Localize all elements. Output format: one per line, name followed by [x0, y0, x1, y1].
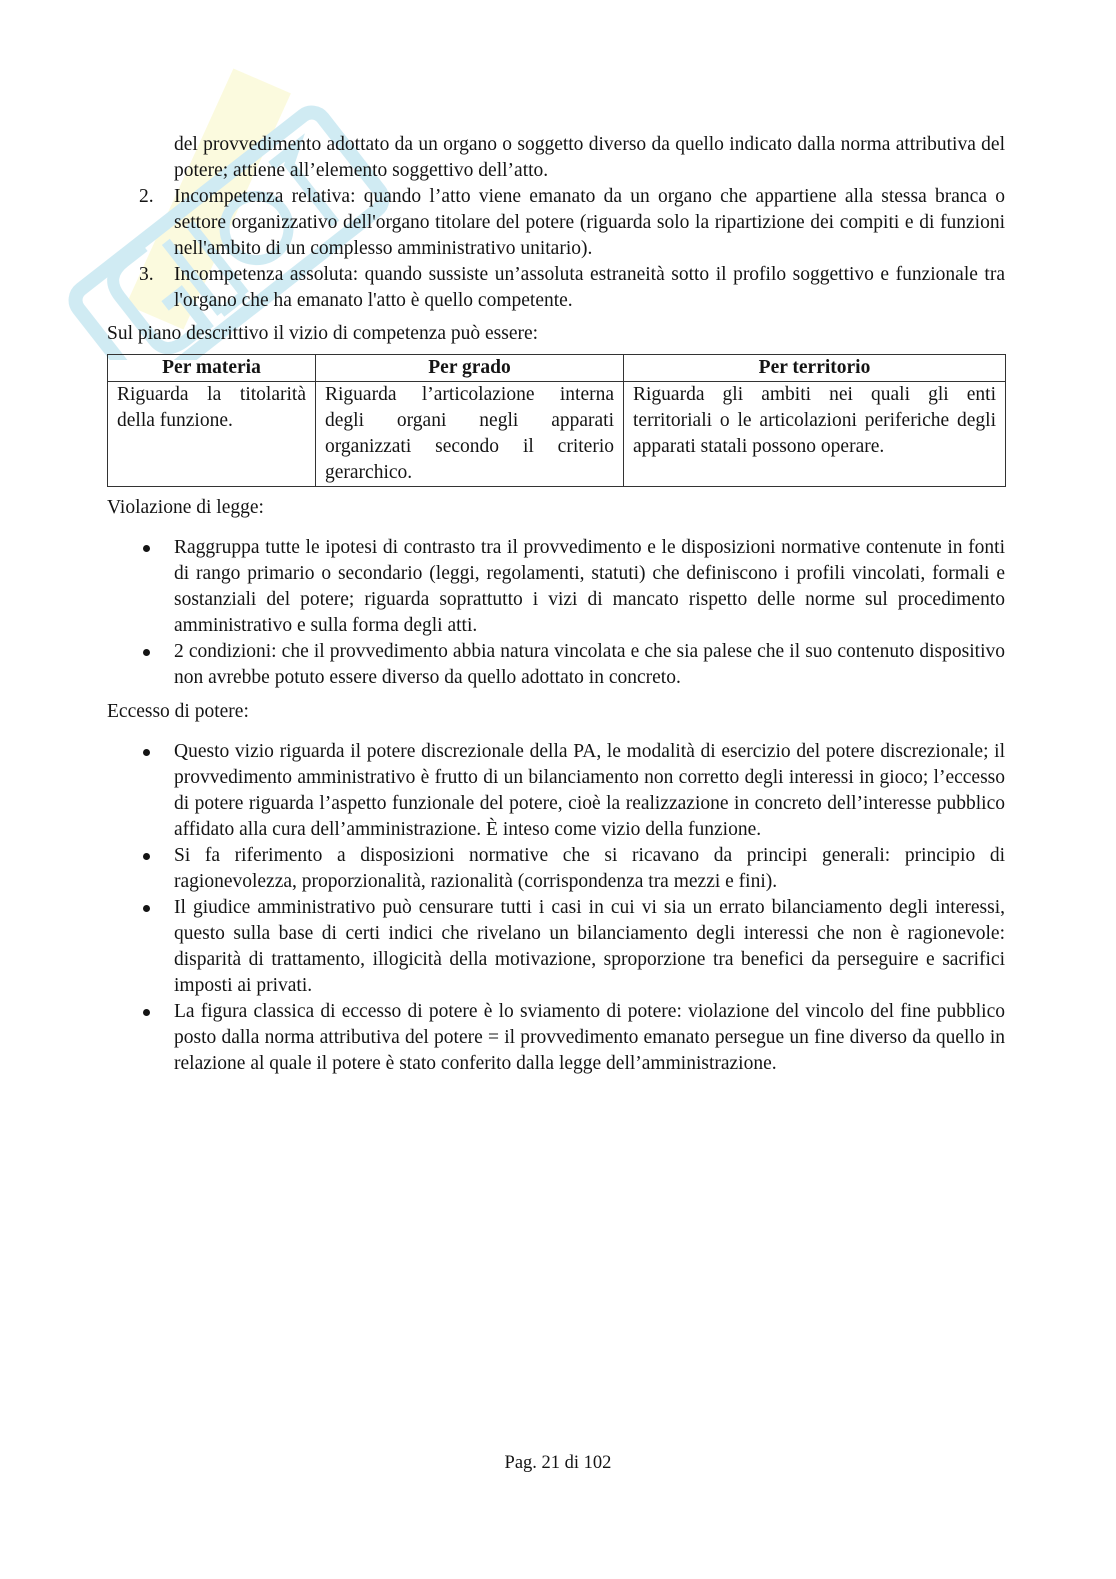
- bullet-icon: [143, 853, 150, 860]
- list-item: [107, 535, 1005, 639]
- list-text: Questo vizio riguarda il potere discrezionale della PA, le modalità di esercizio del potere discrezionale; il provvedimento amministrativo è frutto di un bilanciamento non corretto degli interessi in gioco; l’eccesso di potere riguarda l’aspetto funzionale del potere, cioè la realizzazione in concreto dell’interesse pubblico affidato alla cura dell’amministrazione. È inteso come vizio della funzione.: [174, 741, 1005, 840]
- competenza-table: [107, 354, 1006, 487]
- list-item: [107, 999, 1005, 1077]
- list-item: [107, 184, 1005, 262]
- competenza-intro: Sul piano descrittivo il vizio di competenza può essere:: [107, 323, 539, 344]
- bullet-icon: [143, 649, 150, 656]
- list-text: La figura classica di eccesso di potere è lo sviamento di potere: violazione del vincolo del fine pubblico posto dalla norma attributiva del potere = il provvedimento emanato persegue un fine diverso da quello in relazione al quale il potere è stato conferito dalla legge dell’amministrazione.: [174, 1001, 1005, 1074]
- list-item: [107, 895, 1005, 999]
- list-item: [107, 843, 1005, 895]
- violazione-heading: Violazione di legge:: [107, 497, 264, 518]
- list-text: Il giudice amministrativo può censurare tutti i casi in cui vi sia un errato bilanciamento degli interessi, questo sulla base di certi indici che rivelano un bilanciamento degli interessi che non è ragionevole: disparità di trattamento, illogicità della motivazione, sproporzione tra benefici da perseguire e sacrifici imposti ai privati.: [174, 897, 1005, 996]
- table-header: Per territorio: [624, 355, 1006, 382]
- table-header: Per grado: [316, 355, 624, 382]
- list-text: Raggruppa tutte le ipotesi di contrasto tra il provvedimento e le disposizioni normative contenute in fonti di rango primario o secondario (leggi, regolamenti, statuti) che definiscono i profili vincolati, formali e sostanziali del potere; riguarda soprattutto i vizi di mancato rispetto delle norme sul procedimento amministrativo e sulla forma degli atti.: [174, 537, 1005, 636]
- document-page: [107, 132, 1005, 1077]
- table-header: Per materia: [108, 355, 316, 382]
- page-number: Pag. 21 di 102: [504, 1453, 612, 1473]
- table-header-row: [108, 355, 1006, 382]
- violazione-list: [107, 535, 1005, 691]
- list-text: 2 condizioni: che il provvedimento abbia natura vincolata e che sia palese che il suo contenuto dispositivo non avrebbe potuto essere diverso da quello adottato in concreto.: [174, 641, 1005, 688]
- list-text: Incompetenza relativa: quando l’atto viene emanato da un organo che appartiene alla stessa branca o settore organizzativo dell'organo titolare del potere (riguarda solo la ripartizione dei compiti e di funzioni nell'ambito di un complesso amministrativo unitario).: [174, 186, 1005, 259]
- list-text: Incompetenza assoluta: quando sussiste un’assoluta estraneità sotto il profilo soggettivo e funzionale tra l'organo che ha emanato l'atto è quello competente.: [174, 264, 1005, 311]
- bullet-icon: [143, 545, 150, 552]
- eccesso-heading: Eccesso di potere:: [107, 701, 249, 722]
- bullet-icon: [143, 749, 150, 756]
- list-item: [107, 639, 1005, 691]
- table-cell: Riguarda gli ambiti nei quali gli enti territoriali o le articolazioni periferiche degli apparati statali possono operare.: [624, 382, 1006, 487]
- eccesso-list: [107, 739, 1005, 1077]
- table-cell: Riguarda la titolarità della funzione.: [108, 382, 316, 487]
- incompetenza-list: [107, 184, 1005, 314]
- table-row: [108, 382, 1006, 487]
- bullet-icon: [143, 1009, 150, 1016]
- table-cell: Riguarda l’articolazione interna degli organi negli apparati organizzati secondo il criterio gerarchico.: [316, 382, 624, 487]
- list-item: [107, 739, 1005, 843]
- list-item: [107, 262, 1005, 314]
- list-number: 2.: [139, 186, 154, 207]
- list-text: Si fa riferimento a disposizioni normative che si ricavano da principi generali: principio di ragionevolezza, proporzionalità, razionalità (corrispondenza tra mezzi e fini).: [174, 845, 1005, 892]
- list-number: 3.: [139, 264, 154, 285]
- bullet-icon: [143, 905, 150, 912]
- intro-continuation: del provvedimento adottato da un organo o soggetto diverso da quello indicato dalla norma attributiva del potere; attiene all’elemento soggettivo dell’atto.: [174, 134, 1005, 181]
